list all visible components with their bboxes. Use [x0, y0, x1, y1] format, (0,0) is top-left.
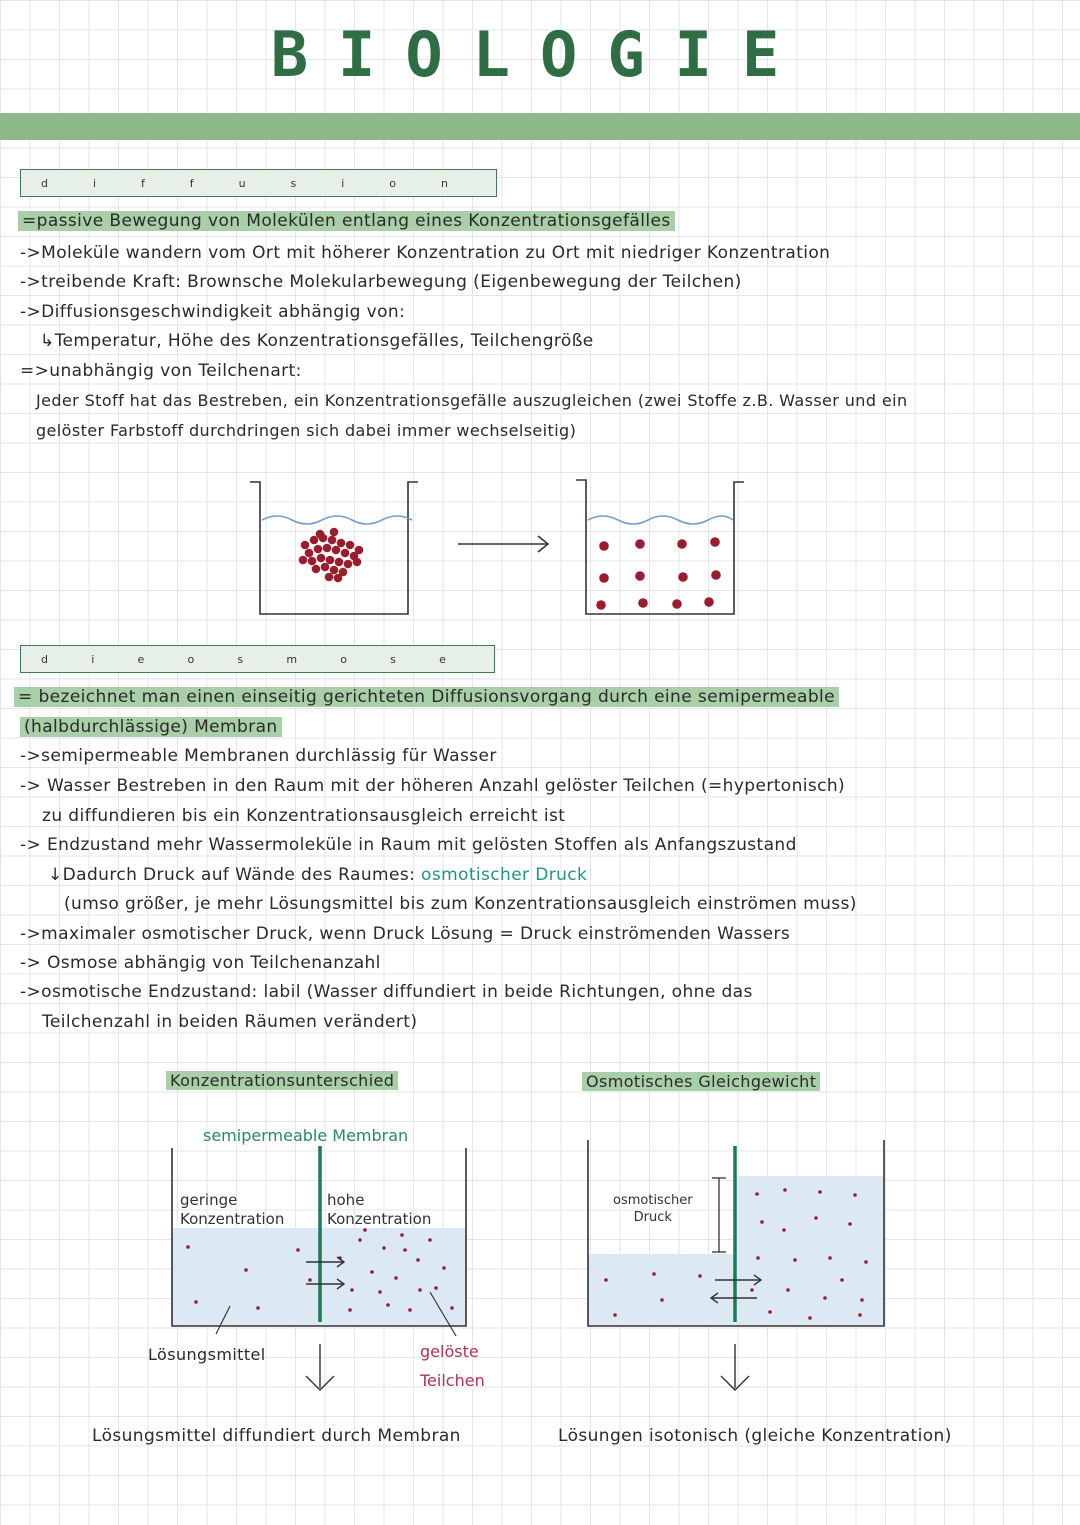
diffusion-line-5: =>unabhängig von Teilchenart: — [20, 361, 302, 381]
solute-particle — [814, 1216, 818, 1220]
solute-particle — [358, 1238, 362, 1242]
diffused-particle — [596, 600, 606, 610]
solute-particle — [652, 1272, 656, 1276]
osmose-heading-letter-7: s — [390, 652, 396, 666]
solute-particle — [442, 1266, 446, 1270]
cluster-particle — [317, 554, 326, 563]
cluster-particle — [301, 541, 310, 550]
cluster-particle — [305, 549, 314, 558]
osmose-line-5: ↓Dadurch Druck auf Wände des Raumes: osmotischer Druck — [48, 865, 588, 885]
osmose-line-9: ->osmotische Endzustand: labil (Wasser diffundiert in beide Richtungen, ohne das — [20, 982, 753, 1002]
diffused-particle — [678, 572, 688, 582]
solute-particle — [350, 1288, 354, 1292]
diffusion-heading-letter-2: f — [140, 176, 145, 190]
solute-particle — [408, 1308, 412, 1312]
solute-particle — [853, 1193, 857, 1197]
solute-particle — [808, 1316, 812, 1320]
cluster-particle — [330, 528, 339, 537]
water-surface-before — [262, 516, 412, 524]
cluster-particle — [314, 545, 323, 554]
down-arrow-right — [721, 1344, 749, 1390]
solute-particle — [860, 1298, 864, 1302]
figure-right-title: Osmotisches Gleichgewicht — [582, 1072, 820, 1091]
solute-particle — [858, 1313, 862, 1317]
solute-particle — [416, 1258, 420, 1262]
solute-particle — [823, 1296, 827, 1300]
cluster-particle — [335, 558, 344, 567]
cluster-particle — [308, 557, 317, 566]
solute-particle — [394, 1276, 398, 1280]
solute-particle — [244, 1268, 248, 1272]
water-surface-after — [588, 516, 733, 524]
solute-particle — [370, 1270, 374, 1274]
osmose-line-7: ->maximaler osmotischer Druck, wenn Druck Lösung = Druck einströmenden Wassers — [20, 924, 791, 944]
cluster-particle — [325, 573, 334, 582]
solute-particle — [783, 1188, 787, 1192]
cluster-particle — [332, 546, 341, 555]
diffusion-definition: =passive Bewegung von Molekülen entlang eines Konzentrationsgefälles — [18, 211, 675, 231]
solute-particle — [386, 1303, 390, 1307]
diffused-particle — [711, 570, 721, 580]
solute-particles-label: gelöste Teilchen — [420, 1342, 485, 1390]
osmose-definition-2: (halbdurchlässige) Membran — [20, 717, 282, 737]
osmose-heading-letter-1: i — [91, 652, 95, 666]
section-heading-diffusion — [20, 169, 497, 197]
cluster-particle — [321, 563, 330, 572]
solute-particle — [613, 1313, 617, 1317]
diffused-particle — [635, 571, 645, 581]
osmose-line-3: zu diffundieren bis ein Konzentrationsausgleich erreicht ist — [42, 806, 566, 826]
osmose-line-2: -> Wasser Bestreben in den Raum mit der höheren Anzahl gelöster Teilchen (=hypertonisch) — [20, 776, 846, 796]
osmose-line-1: ->semipermeable Membranen durchlässig für Wasser — [20, 746, 497, 766]
osmose-heading-letter-3: o — [187, 652, 195, 666]
osmose-definition-1: = bezeichnet man einen einseitig gerichteten Diffusionsvorgang durch eine semipermeable — [14, 687, 839, 707]
diffusion-line-6: Jeder Stoff hat das Bestreben, ein Konzentrationsgefälle auszugleichen (zwei Stoffe z.B. Wasser und ein — [36, 391, 908, 410]
cluster-particle — [323, 544, 332, 553]
caption-left: Lösungsmittel diffundiert durch Membran — [92, 1426, 461, 1446]
osmose-heading-letter-5: m — [286, 652, 298, 666]
diffusion-line-3: ->Diffusionsgeschwindigkeit abhängig von: — [20, 302, 406, 322]
section-heading-osmose — [20, 645, 495, 673]
osmose-line-6: (umso größer, je mehr Lösungsmittel bis zum Konzentrationsausgleich einströmen muss) — [64, 894, 857, 914]
down-arrow-left — [306, 1344, 334, 1390]
osmose-line-8: -> Osmose abhängig von Teilchenanzahl — [20, 953, 381, 973]
diffused-particle — [710, 537, 720, 547]
diffusion-heading-letter-5: s — [290, 176, 297, 190]
water-right-high — [736, 1176, 884, 1326]
spread-particles — [596, 537, 721, 610]
osmose-heading-letter-6: o — [340, 652, 347, 666]
membrane-label: semipermeable Membran — [203, 1126, 409, 1145]
solute-particle — [818, 1190, 822, 1194]
low-concentration-label: geringe Konzentration — [180, 1191, 285, 1228]
solute-particle — [418, 1288, 422, 1292]
diffusion-heading-letter-4: u — [238, 176, 246, 190]
solute-particle — [378, 1290, 382, 1294]
diffusion-line-1: ->Moleküle wandern vom Ort mit höherer Konzentration zu Ort mit niedriger Konzentration — [20, 243, 831, 263]
diffused-particle — [677, 539, 687, 549]
diffused-particle — [599, 573, 609, 583]
diffused-particle — [672, 599, 682, 609]
water-right-low — [588, 1254, 736, 1326]
high-concentration-label: hohe Konzentration — [327, 1191, 432, 1228]
solute-particle — [434, 1286, 438, 1290]
cluster-particle — [312, 565, 321, 574]
solute-particle — [840, 1278, 844, 1282]
solute-particle — [186, 1245, 190, 1249]
cluster-particle — [299, 556, 308, 565]
cluster-particle — [330, 566, 339, 575]
solute-particle — [660, 1298, 664, 1302]
page-title: BIOLOGIE — [270, 18, 810, 91]
solute-particle — [428, 1238, 432, 1242]
diffusion-heading-letter-0: d — [41, 176, 48, 190]
figure-left-title: Konzentrationsunterschied — [166, 1071, 398, 1090]
solute-particle — [768, 1310, 772, 1314]
solute-particle — [750, 1288, 754, 1292]
cluster-particle — [344, 560, 353, 569]
cluster-particle — [337, 539, 346, 548]
cluster-particle — [328, 536, 337, 545]
diffusion-line-4: ↳Temperatur, Höhe des Konzentrationsgefälles, Teilchengröße — [40, 331, 594, 351]
solute-particle — [450, 1306, 454, 1310]
osmose-line-10: Teilchenzahl in beiden Räumen verändert) — [42, 1012, 418, 1032]
solute-particle — [760, 1220, 764, 1224]
diffusion-heading-letter-8: n — [440, 176, 448, 190]
solvent-label: Lösungsmittel — [148, 1345, 266, 1364]
solute-particle — [698, 1274, 702, 1278]
osmose-heading-letter-4: s — [237, 652, 244, 666]
solute-particle — [194, 1300, 198, 1304]
diffusion-heading-letter-6: i — [341, 176, 345, 190]
solute-particle — [793, 1258, 797, 1262]
osmose-line-4: -> Endzustand mehr Wassermoleküle in Raum mit gelösten Stoffen als Anfangszustand — [20, 835, 797, 855]
diffused-particle — [599, 541, 609, 551]
osmotic-pressure-label: osmotischer Druck — [613, 1193, 693, 1225]
solute-particle — [308, 1278, 312, 1282]
solute-particle — [848, 1222, 852, 1226]
solute-particle — [786, 1288, 790, 1292]
diffusion-heading-letter-3: f — [189, 176, 194, 190]
osmose-heading-letter-0: d — [41, 652, 48, 666]
particle-cluster — [299, 528, 364, 583]
diffusion-heading-letter-1: i — [92, 176, 96, 190]
solute-particle — [864, 1260, 868, 1264]
solute-particle — [403, 1248, 407, 1252]
diffused-particle — [638, 598, 648, 608]
solute-particle — [782, 1228, 786, 1232]
cluster-particle — [334, 574, 343, 583]
solute-particle — [348, 1308, 352, 1312]
pressure-indicator — [712, 1178, 726, 1252]
diffused-particle — [704, 597, 714, 607]
diffused-particle — [635, 539, 645, 549]
caption-right: Lösungen isotonisch (gleiche Konzentration) — [558, 1426, 952, 1446]
cluster-particle — [353, 558, 362, 567]
cluster-particle — [316, 530, 325, 539]
osmotic-pressure-term: osmotischer Druck — [421, 865, 588, 885]
solute-particle — [256, 1306, 260, 1310]
diffusion-line-2: ->treibende Kraft: Brownsche Molekularbewegung (Eigenbewegung der Teilchen) — [20, 272, 742, 292]
osmose-heading-letter-2: e — [137, 652, 145, 666]
solute-particle — [296, 1248, 300, 1252]
diffusion-line-7: gelöster Farbstoff durchdringen sich dabei immer wechselseitig) — [36, 421, 577, 440]
cluster-particle — [326, 556, 335, 565]
cluster-particle — [346, 541, 355, 550]
cluster-particle — [341, 549, 350, 558]
title-band — [0, 113, 1080, 140]
arrow-right — [458, 536, 548, 552]
solute-particle — [756, 1256, 760, 1260]
solute-particle — [400, 1233, 404, 1237]
solute-particle — [828, 1256, 832, 1260]
osmose-heading-letter-8: e — [439, 652, 446, 666]
diffusion-diagram — [0, 470, 1080, 620]
solute-particle — [382, 1246, 386, 1250]
diffusion-heading-letter-7: o — [389, 176, 396, 190]
solute-particle — [755, 1192, 759, 1196]
solute-particle — [604, 1278, 608, 1282]
